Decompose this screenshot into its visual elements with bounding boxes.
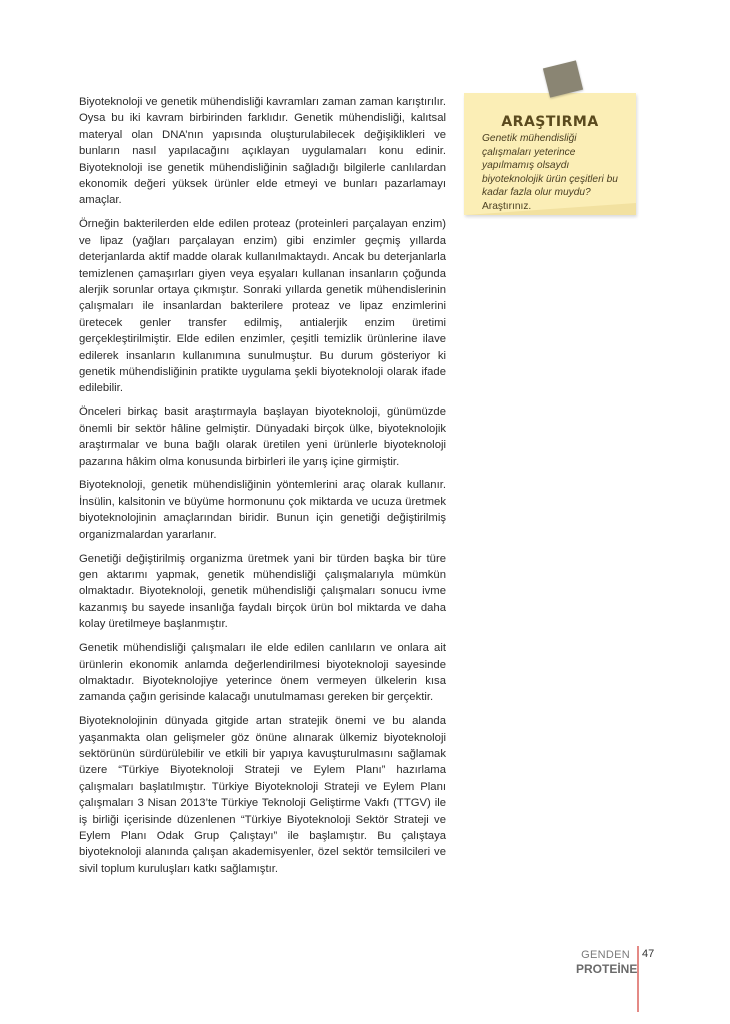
page-number: 47 <box>642 948 655 960</box>
note-body <box>482 132 626 213</box>
brand-top: GENDEN <box>581 949 630 961</box>
note-instruction: Araştırınız. <box>482 200 532 212</box>
note-title: ARAŞTIRMA <box>501 114 599 130</box>
main-text <box>79 94 446 885</box>
paragraph: Biyoteknolojinin dünyada gitgide artan stratejik önemi ve bu alanda yaşanmakta olan gelişmeler göz önüne alınarak ülkemiz biyoteknoloji sektörünün sürdürülebilir ve etkili bir yapıya kavuşturulmasını sağlamak üzere “Türkiye Biyoteknoloji Strateji ve Eylem Planı” hazırlama çalışmaları başlatılmıştır. Türkiye Biyoteknoloji Strateji ve Eylem Planı çalışmaları 3 Nisan 2013’te Türkiye Teknoloji Geliştirme Vakfı (TTGV) ile iş birliği içerisinde düzenlenen “Türkiye Biyoteknoloji Sektör Strateji ve Eylem Planı Odak Grup Çalıştayı” ile başlamıştır. Bu çalıştaya biyoteknoloji alanında çalışan akademisyenler, özel sektör temsilcileri ve sivil toplum kuruluşları katkı sağlamıştır. <box>79 715 446 875</box>
paragraph: Biyoteknoloji, genetik mühendisliğinin yöntemlerini araç olarak kullanır. İnsülin, kalsitonin ve büyüme hormonunu çok miktarda ve ucuza üretmek biyoteknolojinin amaçlarından biridir. Bunun için genetiği değiştirilmiş organizmalardan yararlanır. <box>79 479 446 541</box>
paragraph: Genetik mühendisliği çalışmaları ile elde edilen canlıların ve onlara ait ürünlerin ekonomik anlamda değerlendirilmesi biyoteknoloji sayesinde olmaktadır. Biyoteknolojiye yeterince önem vermeyen ülkelerin kısa zamanda çağın gerisinde kalacağı unutulmaması gereken bir gerçektir. <box>79 642 446 704</box>
note-paper <box>464 93 636 215</box>
footer-brand <box>576 948 638 977</box>
brand-bottom: PROTEİNE <box>576 962 638 976</box>
paragraph: Örneğin bakterilerden elde edilen proteaz (proteinleri parçalayan enzim) ve lipaz (yağları parçalayan enzim) gibi enzimler geçmiş yıllarda deterjanlarda aktif madde olarak kullanılmaktaydı. Ancak bu deterjanlarla temizlenen çamaşırları giyen veya eşyaları kullanan insanların çoğunda alerjik sorunlar ortaya çıkmıştır. Sonraki yıllarda genetik mühendislerinin çalışmaları ile insanlardan bakterilere proteaz ve lipaz enzimlerini üretecek genler transfer edilmiş, antialerjik enzim üretimi gerçekleştirilmiştir. Elde edilen enzimler, çeşitli temizlik ürünlerine ilave edilerek insanların kullanımına sunulmuştur. Bu durum gösteriyor ki genetik mühendisliğinin pratikte uygulama şekli biyoteknoloji olarak ifade edilebilir. <box>79 218 446 395</box>
page-divider-rule <box>637 946 639 1012</box>
research-sticky-note <box>464 64 636 224</box>
note-question: Genetik mühendisliği çalışmaları yeterince yapılmamış olsaydı biyoteknolojik ürün çeşitleri bu kadar fazla olur muydu? <box>482 133 618 198</box>
paragraph: Biyoteknoloji ve genetik mühendisliği kavramları zaman zaman karıştırılır. Oysa bu iki kavram birbirinden farklıdır. Genetik mühendisliği, kalıtsal materyal olan DNA’nın yapısında oluşturulabilecek değişiklikleri ve bunların nasıl yapılacağını açıklayan uygulamaları konu edinir. Biyoteknoloji ise genetik mühendisliğinin sağladığı bilgilerle canlılardan ekonomik değeri yüksek ürünler elde etmeyi ve bunları pazarlamayı amaçlar. <box>79 96 446 207</box>
paragraph: Önceleri birkaç basit araştırmayla başlayan biyoteknoloji, günümüzde önemli bir sektör hâline gelmiştir. Dünyadaki birçok ülke, biyoteknolojik araştırmalar ve buna bağlı olarak üretilen yeni ürünlerle biyoteknoloji pazarına hâkim olma konusunda birbirleri ile yarış içine girmiştir. <box>79 406 446 468</box>
paragraph: Genetiği değiştirilmiş organizma üretmek yani bir türden başka bir türe gen aktarımı yapmak, genetik mühendisliği çalışmalarıyla mümkün olmaktadır. Biyoteknoloji, genetik mühendisliği çalışmaları sonucu ivme kazanmış bu sayede insanlığa faydalı birçok ürün bol miktarda ve daha kolay üretilmeye başlanmıştır. <box>79 552 446 631</box>
